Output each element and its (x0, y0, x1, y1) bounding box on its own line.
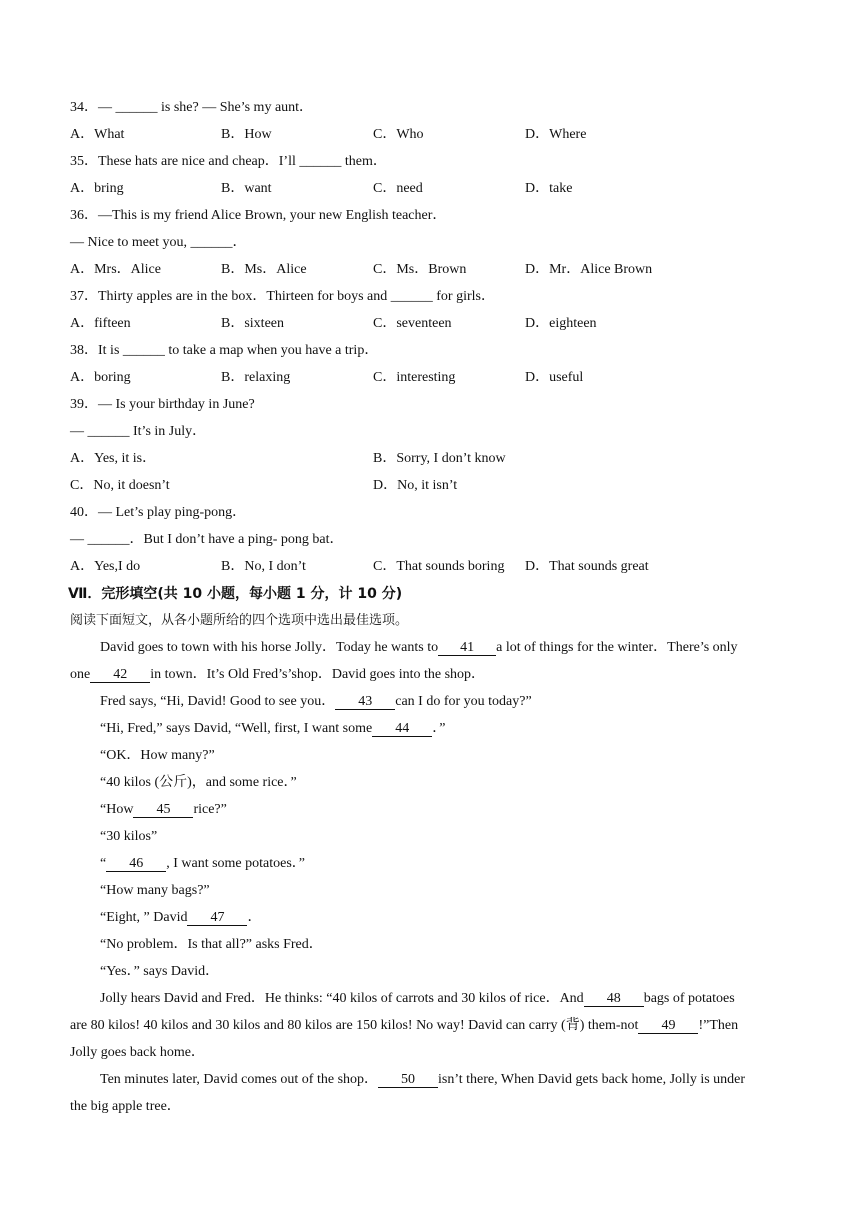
blank-42: 42 (90, 668, 150, 683)
question-35-option-c: C．need (373, 181, 423, 196)
section-heading: Ⅶ．完形填空(共 10 小题，每小题 1 分，计 10 分) (68, 586, 403, 602)
blank-48: 48 (584, 992, 644, 1007)
question-40-stem-reply: — ______．But I don’t have a ping- pong bat． (70, 532, 344, 547)
passage-line (70, 1017, 738, 1035)
passage-line: “OK．How many?” (100, 748, 215, 763)
question-34-stem: 34．— ______ is she? — She’s my aunt． (70, 100, 314, 115)
passage-line: “Yes．” says David． (100, 964, 220, 979)
question-34-option-d: D．Where (525, 127, 587, 142)
blank-43: 43 (335, 695, 395, 710)
passage-line (100, 855, 305, 873)
passage-line (100, 909, 261, 927)
question-36-option-d: D．Mr．Alice Brown (525, 262, 653, 277)
question-36-option-b: B．Ms．Alice (221, 262, 307, 277)
question-40-stem: 40．— Let’s play ping-pong． (70, 505, 247, 520)
passage-text: David goes to town with his horse Jolly．Today he wants to (100, 640, 439, 655)
blank-44: 44 (372, 722, 432, 737)
passage-line (100, 990, 735, 1008)
question-34-option-a: A．What (70, 127, 125, 142)
passage-text: “Eight, ” David (100, 910, 188, 925)
passage-text: ． (247, 910, 262, 925)
passage-line: “How many bags?” (100, 883, 210, 898)
blank-47: 47 (187, 911, 247, 926)
question-39-stem-reply: — ______ It’s in July． (70, 424, 207, 439)
blank-49: 49 (638, 1019, 698, 1034)
question-34-option-b: B．How (221, 127, 272, 142)
question-40-option-d: D．That sounds great (525, 559, 649, 574)
question-36-stem: 36．—This is my friend Alice Brown, your new English teacher． (70, 208, 447, 223)
question-38-option-b: B．relaxing (221, 370, 291, 385)
question-37-option-a: A．fifteen (70, 316, 131, 331)
passage-text: , I want some potatoes．” (166, 856, 306, 871)
question-36-stem-reply: — Nice to meet you, ______． (70, 235, 247, 250)
question-39-stem: 39．— Is your birthday in June? (70, 397, 255, 412)
blank-46: 46 (106, 857, 166, 872)
question-39-option-d: D．No, it isn’t (373, 478, 458, 493)
passage-text: Ten minutes later, David comes out of the shop． (100, 1072, 379, 1087)
question-36-option-c: C．Ms．Brown (373, 262, 467, 277)
question-38-option-d: D．useful (525, 370, 584, 385)
passage-text: rice?” (193, 802, 227, 817)
question-34-option-c: C．Who (373, 127, 424, 142)
question-37-option-c: C．seventeen (373, 316, 452, 331)
question-35-option-b: B．want (221, 181, 272, 196)
passage-text: can I do for you today?” (395, 694, 532, 709)
question-38-option-c: C．interesting (373, 370, 456, 385)
passage-text: Fred says, “Hi, David! Good to see you． (100, 694, 336, 709)
question-37-option-b: B．sixteen (221, 316, 284, 331)
question-35-option-a: A．bring (70, 181, 124, 196)
blank-50: 50 (378, 1073, 438, 1088)
passage-line (100, 1071, 745, 1089)
passage-line (70, 666, 485, 684)
passage-line (100, 720, 445, 738)
blank-41: 41 (438, 641, 496, 656)
passage-text: “ (100, 856, 107, 871)
question-39-option-a: A．Yes, it is． (70, 451, 157, 466)
question-40-option-c: C．That sounds boring (373, 559, 505, 574)
passage-text: isn’t there, When David gets back home, Jolly is under (438, 1072, 746, 1087)
passage-text: are 80 kilos! 40 kilos and 30 kilos and 80 kilos are 150 kilos! No way! David can carry (背) them-not (70, 1018, 639, 1033)
passage-line: “30 kilos” (100, 829, 158, 844)
passage-text: in town．It’s Old Fred’s’shop．David goes into the shop． (150, 667, 486, 682)
passage-text: a lot of things for the winter．There’s only (496, 640, 738, 655)
passage-line: “No problem．Is that all?” asks Fred． (100, 937, 323, 952)
question-40-option-a: A．Yes,I do (70, 559, 141, 574)
question-36-option-a: A．Mrs．Alice (70, 262, 161, 277)
passage-line (100, 693, 532, 711)
question-39-option-c: C．No, it doesn’t (70, 478, 170, 493)
section-instruction: 阅读下面短文，从各小题所给的四个选项中选出最佳选项。 (70, 613, 409, 628)
question-35-option-d: D．take (525, 181, 573, 196)
passage-line: the big apple tree． (70, 1099, 181, 1114)
question-40-option-b: B．No, I don’t (221, 559, 306, 574)
question-39-option-b: B．Sorry, I don’t know (373, 451, 506, 466)
passage-line (100, 639, 738, 657)
passage-line: Jolly goes back home． (70, 1045, 205, 1060)
passage-text: one (70, 667, 91, 682)
passage-text: !”Then (698, 1018, 739, 1033)
passage-text: bags of potatoes (643, 991, 735, 1006)
question-35-stem: 35．These hats are nice and cheap．I’ll ______ them． (70, 154, 387, 169)
question-37-option-d: D．eighteen (525, 316, 597, 331)
passage-text: ．” (432, 721, 446, 736)
passage-text: Jolly hears David and Fred．He thinks: “40 kilos of carrots and 30 kilos of rice．And (100, 991, 584, 1006)
passage-line (100, 801, 227, 819)
question-38-stem: 38．It is ______ to take a map when you have a trip． (70, 343, 379, 358)
passage-line: “40 kilos (公斤)，and some rice．” (100, 775, 297, 790)
question-38-option-a: A．boring (70, 370, 131, 385)
blank-45: 45 (133, 803, 193, 818)
question-37-stem: 37．Thirty apples are in the box．Thirteen for boys and ______ for girls． (70, 289, 495, 304)
passage-text: “Hi, Fred,” says David, “Well, first, I want some (100, 721, 373, 736)
passage-text: “How (100, 802, 134, 817)
